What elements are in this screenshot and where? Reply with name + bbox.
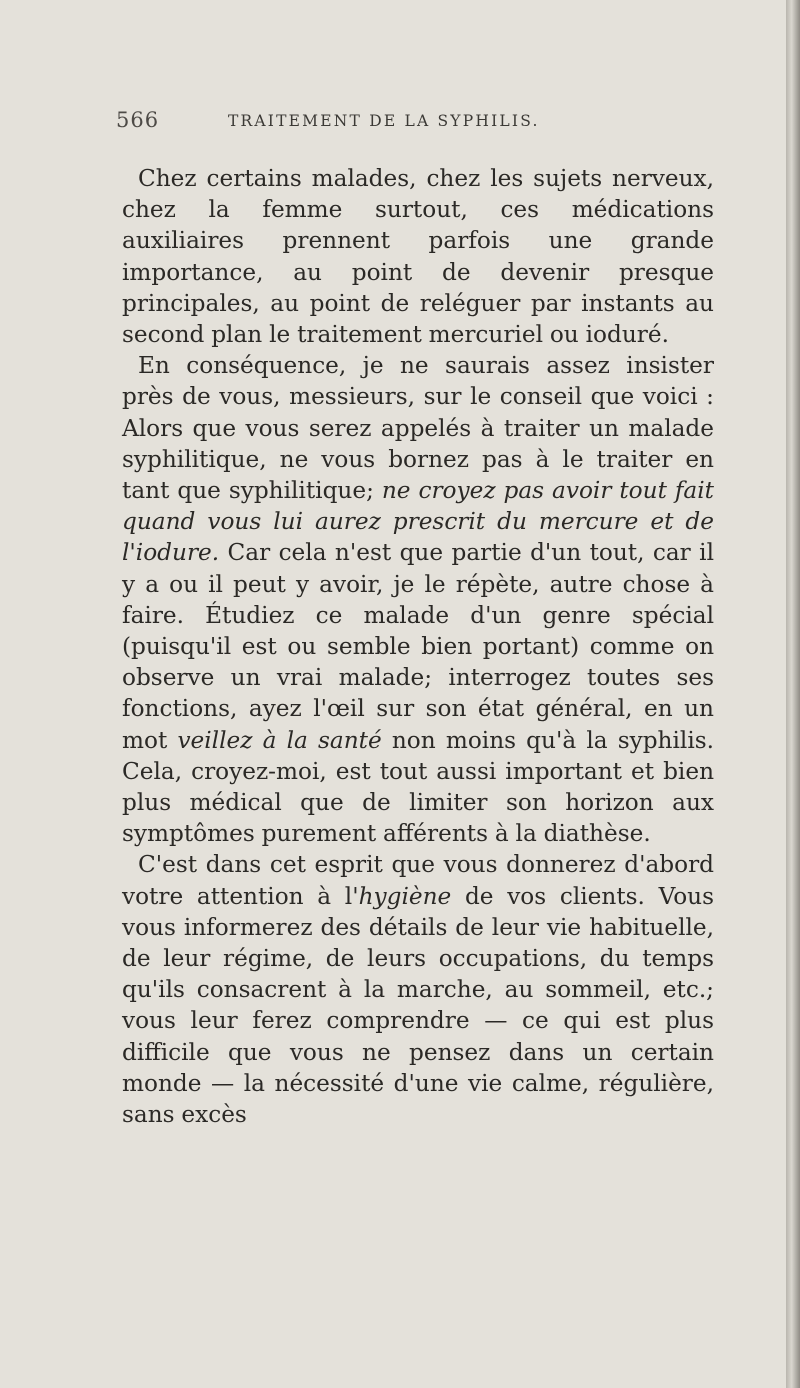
paragraph-3-italic-hygiene: hygiène xyxy=(358,882,452,910)
paragraph-2-text-cont: Car cela n'est que partie d'un tout, car il y a ou il peut y avoir, je le répète, autre chose à faire. Étudiez ce malade d'un genre spécial (puisqu'il est ou semble bien portant) comme on observe un vrai malade; interrogez toutes ses fonctions, ayez l'œil sur son état général, en un mot xyxy=(122,539,714,754)
body-text xyxy=(122,163,714,1130)
running-head-title: TRAITEMENT DE LA SYPHILIS. xyxy=(228,112,540,130)
paragraph-2 xyxy=(122,350,714,849)
paragraph-2-text-end: non moins qu'à la syphilis. Cela, croyez-moi, est tout aussi important et bien plus médical que de limiter son horizon aux symptômes purement afférents à la diathèse. xyxy=(122,726,715,848)
paragraph-2-italic-advice: ne croyez pas avoir tout fait quand vous lui aurez prescrit du mercure et de l'iodure. xyxy=(122,477,714,567)
paragraph-1-text: Chez certains malades, chez les sujets nerveux, chez la femme surtout, ces médications auxiliaires prennent parfois une grande importance, au point de devenir presque principales, au point de reléguer par instants au second plan le traitement mercuriel ou ioduré. xyxy=(122,165,714,349)
paragraph-2-text: En conséquence, je ne saurais assez insister près de vous, messieurs, sur le conseil que voici : Alors que vous serez appelés à traiter un malade syphilitique, ne vous bornez pas à le traiter en tant que syphilitique; xyxy=(122,352,714,505)
paragraph-3-text-end: de vos clients. Vous vous informerez des détails de leur vie habituelle, de leur régime, de leurs occupations, du temps qu'ils consacrent à la marche, au sommeil, etc.; vous leur ferez comprendre — ce qui est plus difficile que vous ne pensez dans un certain monde — la nécessité d'une vie calme, régulière, sans excès xyxy=(122,882,714,1129)
paragraph-3 xyxy=(122,849,714,1130)
paragraph-2-italic-health: veillez à la santé xyxy=(177,726,382,754)
paragraph-1 xyxy=(122,163,714,350)
paragraph-3-text: C'est dans cet esprit que vous donnerez d'abord votre attention à l' xyxy=(122,851,714,910)
page-edge-shadow xyxy=(786,0,800,1388)
running-head xyxy=(116,108,716,148)
page-number: 566 xyxy=(116,108,160,132)
